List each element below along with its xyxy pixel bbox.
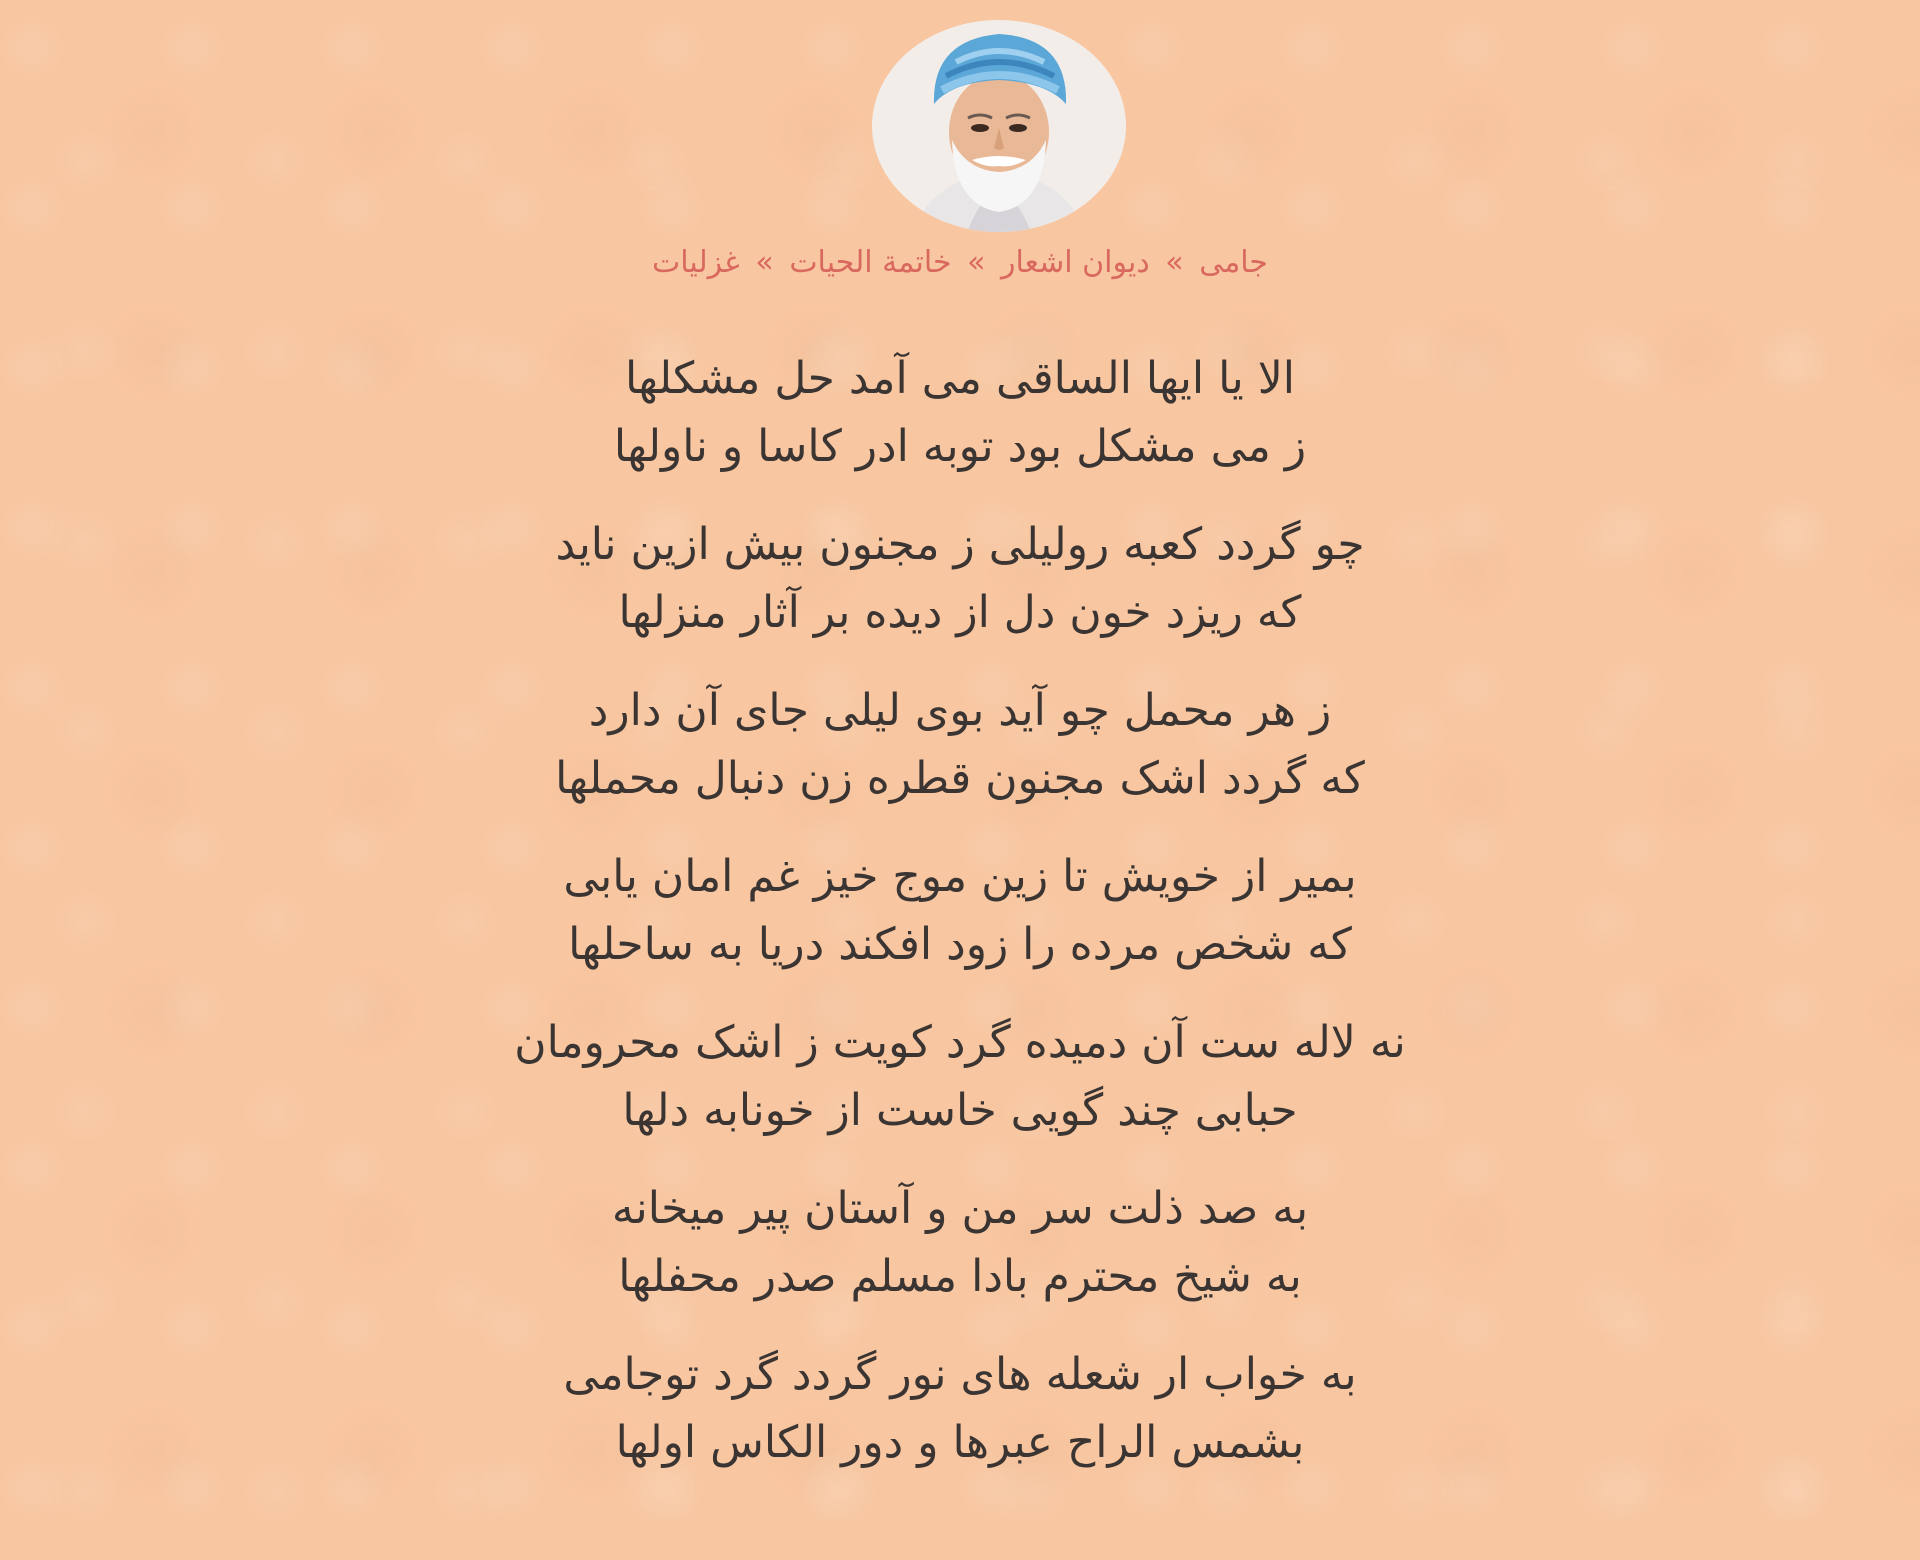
- poem-couplet: [0, 843, 1920, 979]
- breadcrumb-link-ghazals[interactable]: غزلیات: [652, 245, 740, 280]
- poem-body: [0, 345, 1920, 1507]
- poem-hemistich: ز هر محمل چو آید بوی لیلی جای آن دارد: [588, 685, 1332, 736]
- poem-couplet: [0, 345, 1920, 481]
- poem-couplet: [0, 1175, 1920, 1311]
- poem-hemistich: حبابی چند گویی خاست از خونابه دلها: [622, 1085, 1298, 1136]
- poem-hemistich: بشمس الراح عبرها و دور الکاس اولها: [615, 1417, 1305, 1468]
- breadcrumb-link-section[interactable]: خاتمة الحیات: [789, 245, 952, 280]
- poem-couplet: [0, 1009, 1920, 1145]
- breadcrumb-link-poet[interactable]: جامی: [1199, 245, 1268, 280]
- poem-hemistich: به صد ذلت سر من و آستان پیر میخانه: [611, 1183, 1309, 1234]
- poem-hemistich: که شخص مرده را زود افکند دریا به ساحلها: [568, 919, 1352, 970]
- poem-hemistich: که گردد اشک مجنون قطره زن دنبال محملها: [555, 753, 1365, 804]
- poem-hemistich: که ریزد خون دل از دیده بر آثار منزلها: [618, 587, 1302, 638]
- poem-couplet: [0, 1341, 1920, 1477]
- poem-couplet: [0, 511, 1920, 647]
- breadcrumb-separator: »: [1165, 245, 1184, 280]
- poem-hemistich: چو گردد کعبه رولیلی ز مجنون بیش ازین ناید: [555, 519, 1365, 570]
- poet-portrait: [872, 20, 1126, 232]
- breadcrumb-separator: »: [755, 245, 774, 280]
- poem-hemistich: ز می مشکل بود توبه ادر کاسا و ناولها: [613, 421, 1307, 472]
- poem-hemistich: نه لاله ست آن دمیده گرد کویت ز اشک محرومان: [514, 1017, 1406, 1068]
- breadcrumb-separator: »: [967, 245, 986, 280]
- poem-hemistich: الا یا ایها الساقی می آمد حل مشکلها: [624, 353, 1296, 404]
- poem-couplet: [0, 677, 1920, 813]
- breadcrumb-link-divan[interactable]: دیوان اشعار: [1001, 245, 1150, 280]
- poem-hemistich: بمیر از خویش تا زین موج خیز غم امان یابی: [563, 851, 1357, 902]
- poem-hemistich: به خواب ار شعله های نور گردد گرد توجامی: [563, 1349, 1357, 1400]
- breadcrumb: [0, 240, 1920, 286]
- poem-hemistich: به شیخ محترم بادا مسلم صدر محفلها: [618, 1251, 1302, 1302]
